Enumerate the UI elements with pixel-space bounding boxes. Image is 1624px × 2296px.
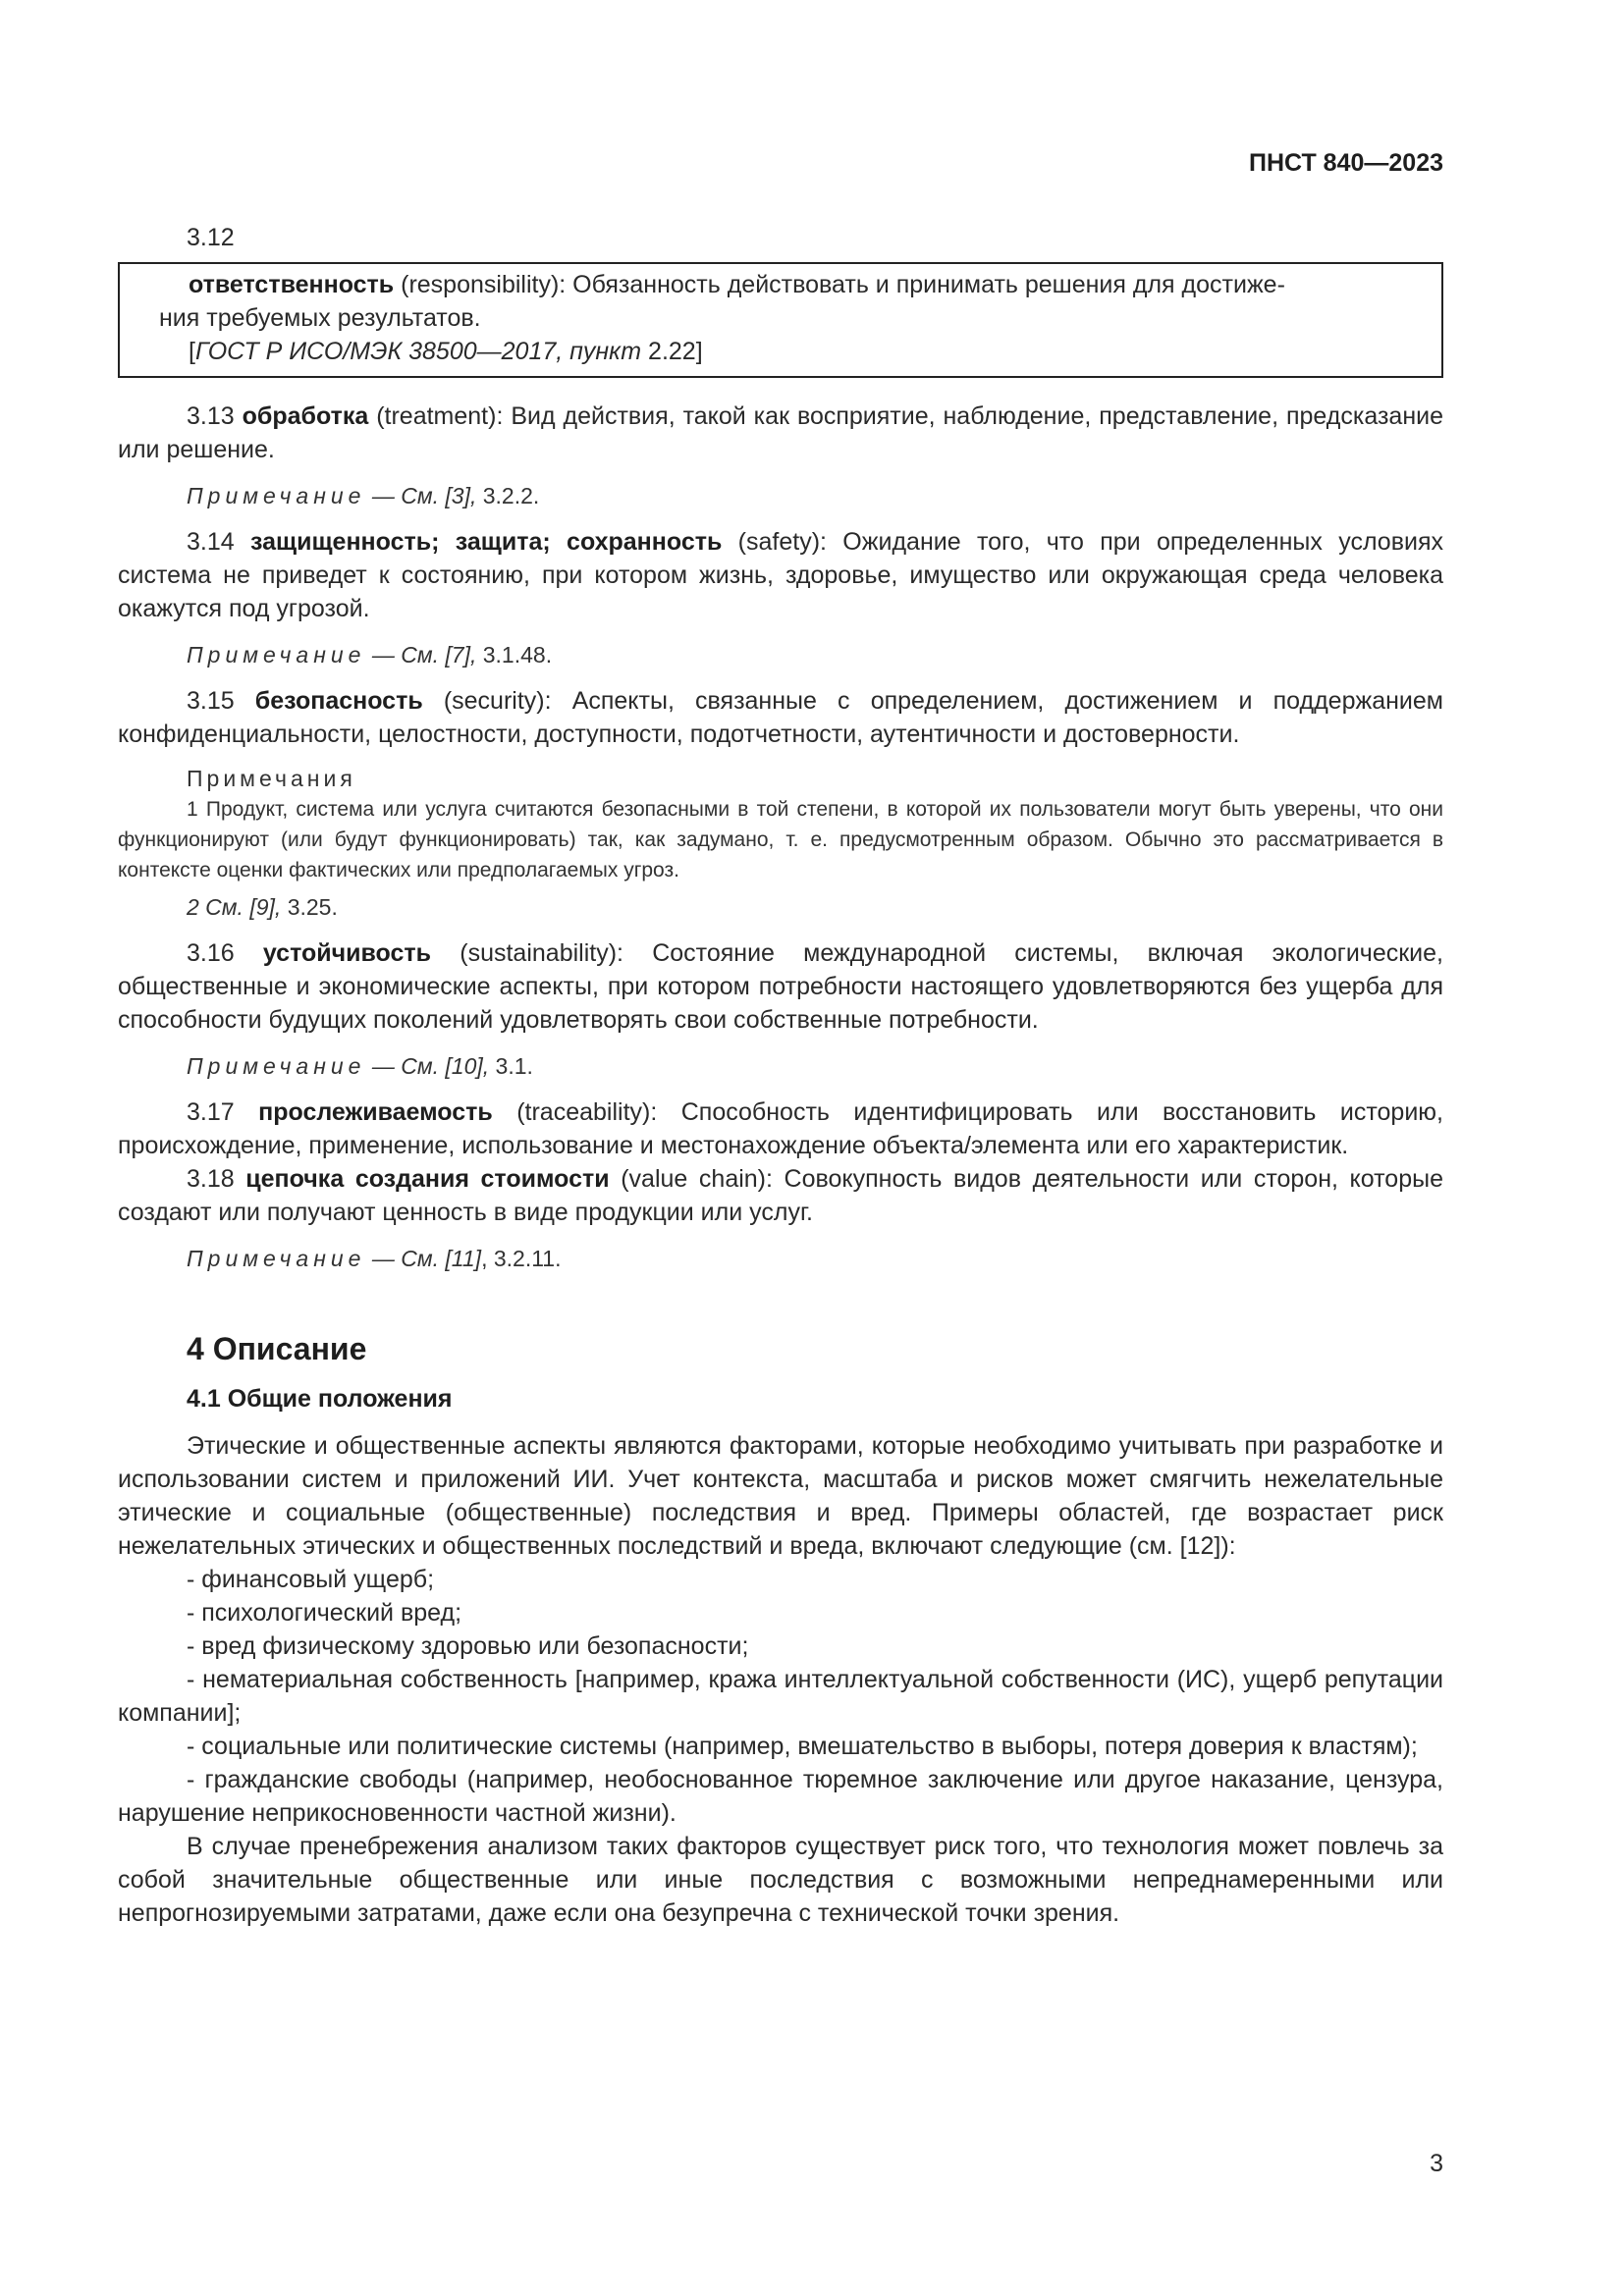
term-3-12-number: 3.12 (187, 224, 235, 251)
term-3-15-notes-label: Примечания (187, 766, 356, 791)
term-3-15-note-1: 1 Продукт, система или услуга считаются безопасными в той степени, в которой их пользователи могут быть уверены, что они функционируют (или будут функционировать) так, как задумано, т. е. предусмотренным образом. Обычно это рассматривается в контексте оценки фактических или предполагаемых угроз. (118, 798, 1443, 881)
section-4-heading: 4 Описание (187, 1331, 367, 1366)
term-3-13-note: Примечание — См. [3], 3.2.2. (187, 483, 540, 508)
term-3-18: 3.18 цепочка создания стоимости (value chain): Совокупность видов деятельности или сторон, которые создают или получают ценность в виде продукции или услуг. (118, 1165, 1443, 1226)
page-number: 3 (1430, 2150, 1443, 2177)
term-3-16: 3.16 устойчивость (sustainability): Состояние международной системы, включая экологические, общественные и экономические аспекты, при котором потребности настоящего удовлетворяются без ущерба для способности будущих поколений удовлетворять свои собственные потребности. (118, 939, 1443, 1034)
harm-areas-list (118, 1563, 1443, 1830)
term-3-12-box (118, 262, 1443, 378)
list-item: - социальные или политические системы (например, вмешательство в выборы, потеря доверия к властям); (187, 1733, 1418, 1760)
term-3-16-note: Примечание — См. [10], 3.1. (187, 1053, 533, 1079)
term-3-17-term: прослеживаемость (258, 1098, 493, 1126)
source-clause: 2.22] (641, 338, 703, 365)
term-3-14-term: защищенность; защита; сохранность (250, 528, 723, 556)
term-3-12-continuation: ния требуемых результатов. (159, 304, 481, 332)
source-bracket: [ (189, 338, 195, 365)
term-3-14-note: Примечание — См. [7], 3.1.48. (187, 642, 553, 667)
page-body (118, 0, 1443, 1930)
list-item: - психологический вред; (187, 1599, 462, 1627)
list-item: - вред физическому здоровью или безопасности; (187, 1632, 749, 1660)
term-3-15-note-2: 2 См. [9], 3.25. (187, 894, 338, 920)
term-3-13-term: обработка (242, 402, 369, 430)
term-3-15-term: безопасность (254, 687, 423, 715)
section-4-1-heading: 4.1 Общие положения (187, 1385, 453, 1413)
source-reference: ГОСТ Р ИСО/МЭК 38500—2017, пункт (194, 338, 642, 365)
document-id: ПНСТ 840—2023 (1249, 149, 1443, 177)
term-3-12-term: ответственность (189, 271, 395, 298)
term-3-15: 3.15 безопасность (security): Аспекты, связанные с определением, достижением и поддержанием конфиденциальности, целостности, доступности, подотчетности, аутентичности и достоверности. (118, 687, 1443, 748)
section-4-1-paragraph-2: В случае пренебрежения анализом таких факторов существует риск того, что технология может повлечь за собой значительные общественные или иные последствия с возможными непреднамеренными или непрогнозируемыми затратами, даже если она безупречна с технической точки зрения. (118, 1833, 1443, 1927)
term-3-18-term: цепочка создания стоимости (245, 1165, 610, 1193)
section-4-1-paragraph-1: Этические и общественные аспекты являются факторами, которые необходимо учитывать при разработке и использовании систем и приложений ИИ. Учет контекста, масштаба и рисков может смягчить нежелательные этические и социальные (общественные) последствия и вред. Примеры областей, где возрастает риск нежелательных этических и общественных последствий и вреда, включают следующие (см. [12]): (118, 1432, 1443, 1560)
term-3-12-text: (responsibility): Обязанность действовать и принимать решения для достиже- (394, 271, 1285, 298)
term-3-12-definition (120, 268, 1441, 301)
term-3-16-term: устойчивость (262, 939, 432, 967)
list-item: - финансовый ущерб; (187, 1566, 435, 1593)
term-3-17: 3.17 прослеживаемость (traceability): Способность идентифицировать или восстановить историю, происхождение, применение, использование и местонахождение объекта/элемента или его характеристик. (118, 1098, 1443, 1159)
term-3-13: 3.13 обработка (treatment): Вид действия, такой как восприятие, наблюдение, представление, предсказание или решение. (118, 402, 1443, 463)
list-item: - гражданские свободы (например, необоснованное тюремное заключение или другое наказание, цензура, нарушение неприкосновенности частной жизни). (118, 1766, 1443, 1827)
term-3-18-note: Примечание — См. [11], 3.2.11. (187, 1246, 562, 1271)
term-3-14: 3.14 защищенность; защита; сохранность (safety): Ожидание того, что при определенных условиях система не приведет к состоянию, при котором жизнь, здоровье, имущество или окружающая среда человека окажутся под угрозой. (118, 528, 1443, 622)
term-3-12-source (120, 335, 1441, 368)
list-item: - нематериальная собственность [например, кража интеллектуальной собственности (ИС), ущерб репутации компании]; (118, 1666, 1443, 1727)
